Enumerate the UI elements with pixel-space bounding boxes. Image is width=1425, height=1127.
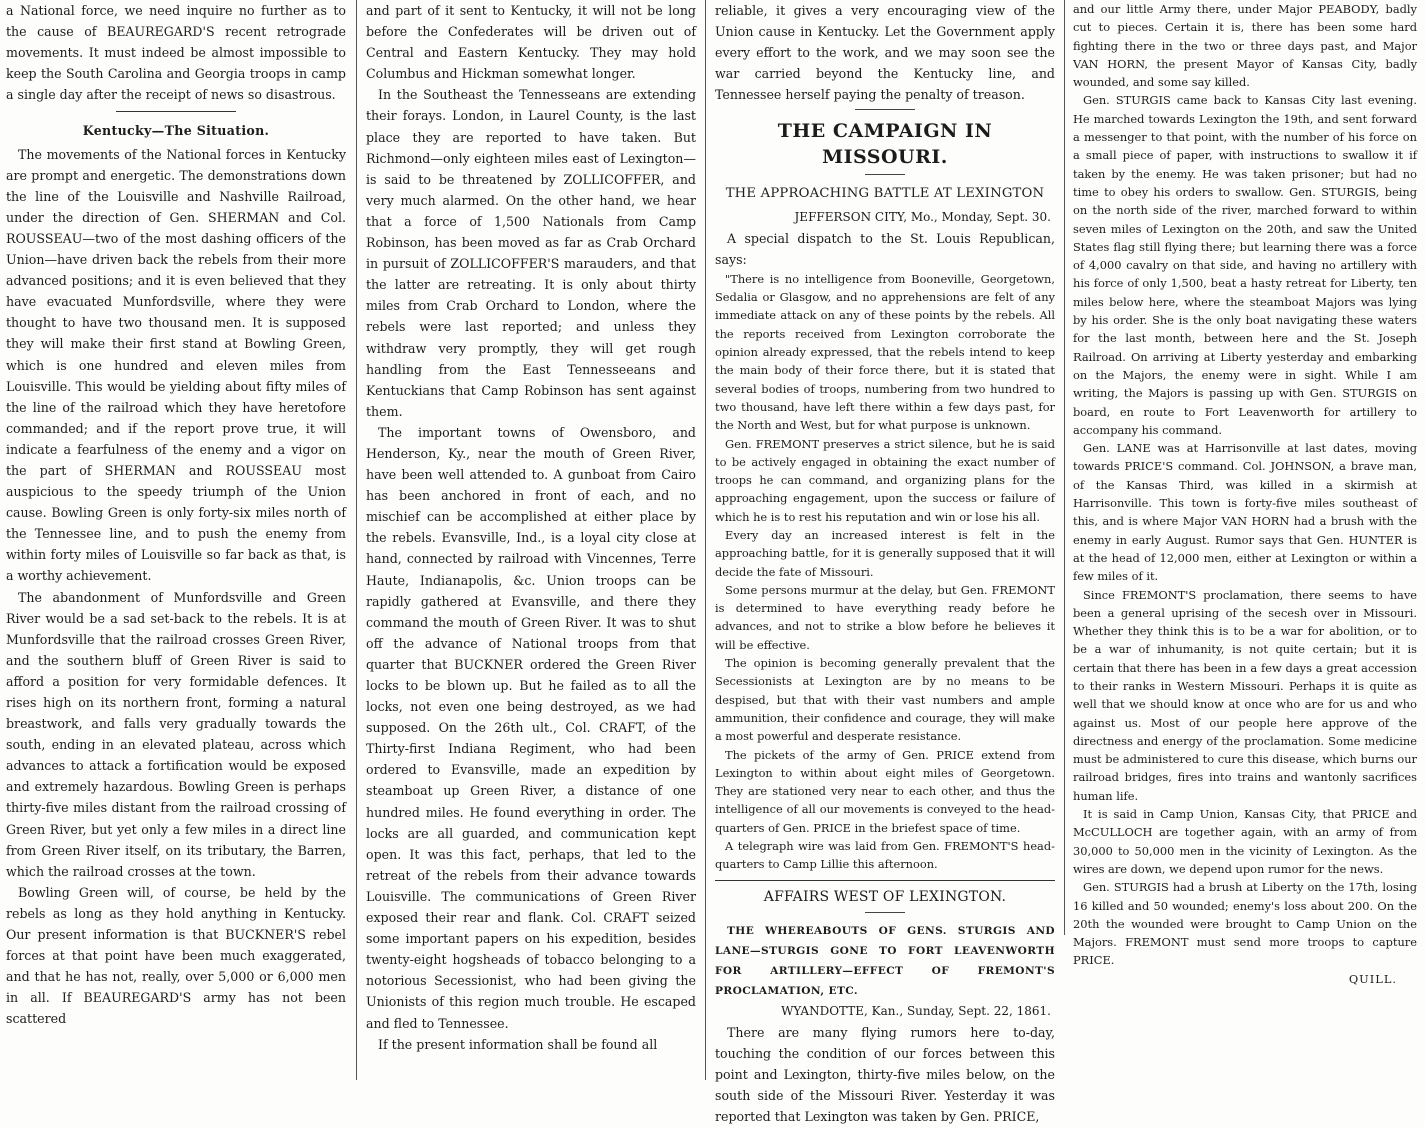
- col2-paragraph-3: If the present information shall be found all: [378, 1036, 658, 1052]
- column-4: [1073, 0, 1417, 986]
- col4-paragraph-1: Gen. STURGIS came back to Kansas City last evening. He marched towards Lexington the 19th, and sent forward a messenger to that point, with the number of his force on a small piece of paper, with instructions to swallow it if taken by the enemy. He was taken prisoner; but had no time to obey his orders to swallow. Gen. STURGIS, being on the north side of the river, marched forward to within seven miles of Lexington on the 20th, and saw the United States flag still flying there; but learning there was a force of 4,000 cavalry on that side, and having no artillery with his force of only 1,500, beat a hasty retreat for Liberty, ten miles below here, where the steamboat Majors was lying by his order. She is the only boat navigating these waters for the last month, between here and the St. Joseph Railroad. On arriving at Liberty yesterday and embarking on the Majors, the enemy were in sight. While I am writing, the Majors is passing up with Gen. STURGIS on board, en route to Fort Leavenworth for artillery to accompany his command.: [1073, 93, 1417, 437]
- col3-quote-6: The pickets of the army of Gen. PRICE extend from Lexington to within about eight miles of Georgetown. They are stationed very near to each other, and thus the intelligence of all our movements is conveyed to the head-quarters of Gen. PRICE in the briefest space of time.: [715, 747, 1055, 835]
- column-rule-1: [356, 0, 357, 1080]
- col1-heading: Kentucky—The Situation.: [82, 123, 270, 139]
- col4-paragraph-2: Gen. LANE was at Harrisonville at last dates, moving towards PRICE'S command. Col. JOHNSON, a brave man, of the Kansas Third, was killed in a skirmish at Harrisonville. This town is forty-five miles southeast of this, and is where Major VAN HORN had a brush with the enemy in early August. Rumor says that Gen. HUNTER is at the head of 12,000 men, either at Lexington or within a few miles of it.: [1073, 441, 1417, 584]
- col3-dispatch: [715, 270, 1055, 874]
- col3-caps-subhead: THE WHEREABOUTS OF GENS. STURGIS AND LANE—STURGIS GONE TO FORT LEAVENWORTH FOR ARTILLERY—EFFECT OF FREMONT'S PROCLAMATION, ETC.: [715, 924, 1055, 997]
- col3-dateline: JEFFERSON CITY, Mo., Monday, Sept. 30.: [794, 209, 1051, 224]
- col3-quote-4: Some persons murmur at the delay, but Gen. FREMONT is determined to have everything ready before he advances, and not to strike a blow before he believes it will be effective.: [715, 582, 1055, 652]
- column-1: [6, 0, 346, 1080]
- column-rule-3: [1064, 0, 1065, 935]
- col1-paragraph-0: a National force, we need inquire no further as to the cause of BEAUREGARD'S recent retrograde movements. It must indeed be almost impossible to keep the South Carolina and Georgia troops in camp a single day after the receipt of news so disastrous.: [6, 3, 346, 103]
- col3-quote-5: The opinion is becoming generally prevalent that the Secessionists at Lexington are by no means to be despised, but that with their vast numbers and ample ammunition, their confidence and courage, they will make a most powerful and desperate resistance.: [715, 656, 1055, 744]
- column-rule-2: [705, 0, 706, 1080]
- col3-paragraph-last: There are many flying rumors here to-day, touching the condition of our forces between this point and Lexington, thirty-five miles below, on the south side of the Missouri River. Yesterday it was reported that Lexington was taken by Gen. PRICE,: [715, 1024, 1055, 1125]
- col4-paragraph-4: It is said in Camp Union, Kansas City, that PRICE and McCULLOCH are together again, with an army of from 30,000 to 50,000 men in the vicinity of Lexington. As the wires are down, we depend upon rumor for the news.: [1073, 807, 1417, 876]
- col1-rule: [116, 111, 236, 112]
- col3-rule-head2: [865, 912, 905, 913]
- col4-paragraph-3: Since FREMONT'S proclamation, there seems to have been a general uprising of the secesh over in Missouri. Whether they think this is to be a war for abolition, or to be a war of inhumanity, is not quite certain; but it is certain that there has been in a few days a great accession to their ranks in Western Missouri. Perhaps it is quite as well that we should know at once who are for us and who against us. Most of our people here approve of the directness and energy of the proclamation. Some medicine must be administered to cure this disease, which burns our railroad bridges, fires into trains and wantonly sacrifices human life.: [1073, 587, 1417, 803]
- col1-paragraph-1: The movements of the National forces in Kentucky are prompt and energetic. The demonstrations down the line of the Louisville and Nashville Railroad, under the direction of Gen. SHERMAN and Col. ROUSSEAU—two of the most dashing officers of the Union—have driven back the rebels from their more advanced positions; and it is even believed that they have evacuated Munfordsville, where they were thought to have two thousand men. It is supposed they will make their first stand at Bowling Green, which is one hundred and eleven miles from Louisville. This would be yielding about fifty miles of the line of the railroad which they have heretofore commanded; and if the report prove true, it will indicate a fearfulness of the enemy and a vigor on the part of SHERMAN and ROUSSEAU most auspicious to the speedy triumph of the Union cause. Bowling Green is only forty-six miles north of the Tennessee line, and to push the enemy from within forty miles of Louisville so far back as that, is a worthy achievement.: [6, 146, 346, 584]
- col2-paragraph-0: and part of it sent to Kentucky, it will not be long before the Confederates will be driven out of Central and Eastern Kentucky. They may hold Columbus and Hickman somewhat longer.: [366, 3, 696, 82]
- col3-rule-mid: [715, 880, 1055, 881]
- column-3: [715, 0, 1055, 1125]
- col3-dateline-2: WYANDOTTE, Kan., Sunday, Sept. 22, 1861.: [781, 1003, 1051, 1018]
- col4-paragraph-0: and our little Army there, under Major PEABODY, badly cut to pieces. Certain it is, there has been some hard fighting there in the two or three days past, and Major VAN HORN, the present Mayor of Kansas City, badly wounded, and some say killed.: [1073, 2, 1417, 90]
- col4-signature: QUILL.: [1348, 971, 1397, 986]
- col4-paragraph-5: Gen. STURGIS had a brush at Liberty on the 17th, losing 16 killed and 50 wounded; enemy's loss about 200. On the 20th the wounded were brought to Camp Union on the Majors. FREMONT must send more troops to capture PRICE.: [1073, 880, 1417, 968]
- col2-paragraph-1: In the Southeast the Tennesseans are extending their forays. London, in Laurel County, is the last place they are reported to have taken. But Richmond—only eighteen miles east of Lexington—is said to be threatened by ZOLLICOFFER, and very much alarmed. On the other hand, we hear that a force of 1,500 Nationals from Camp Robinson, has been moved as far as Crab Orchard in pursuit of ZOLLICOFFER'S marauders, and that the latter are retreating. It is only about thirty miles from Crab Orchard to London, where the rebels were last reported; and unless they withdraw very promptly, they will get rough handling from the East Tennesseeans and Kentuckians that Camp Robinson has sent against them.: [366, 87, 696, 419]
- col1-paragraph-3: Bowling Green will, of course, be held by the rebels as long as they hold anything in Kentucky. Our present information is that BUCKNER'S rebel forces at that point have been much exaggerated, and that he has not, really, over 5,000 or 6,000 men in all. If BEAUREGARD'S army has not been scattered: [6, 884, 346, 1027]
- col3-quote-2: Gen. FREMONT preserves a strict silence, but he is said to be actively engaged in obtaining the exact number of troops he can command, and organizing plans for the approaching engagement, upon the success or failure of which he is to rest his reputation and win or lose his all.: [715, 436, 1055, 524]
- col3-intro: A special dispatch to the St. Louis Republican, says:: [715, 230, 1055, 267]
- col3-quote-7: A telegraph wire was laid from Gen. FREMONT'S head-quarters to Camp Lillie this afternoon.: [715, 839, 1055, 872]
- col1-paragraph-2: The abandonment of Munfordsville and Green River would be a sad set-back to the rebels. It is at Munfordsville that the railroad crosses Green River, and the southern bluff of Green River is said to afford a position for very formidable defences. It rises high on its northern front, forming a natural breastwork, and falls very gradually towards the south, ending in an elevated plateau, across which advances to attack a fortification would be exposed and extremely hazardous. Bowling Green is perhaps thirty-five miles distant from the railroad crossing of Green River, but yet only a few miles in a direct line from Green River itself, on its tributary, the Barren, which the railroad crosses at the town.: [6, 589, 346, 879]
- col3-quote-3: Every day an increased interest is felt in the approaching battle, for it is generally supposed that it will decide the fate of Missouri.: [715, 528, 1055, 579]
- column-2: [366, 0, 696, 1080]
- col3-subhead: THE APPROACHING BATTLE AT LEXINGTON: [725, 186, 1045, 202]
- col3-head2: AFFAIRS WEST OF LEXINGTON.: [763, 888, 1007, 905]
- col2-paragraph-2: The important towns of Owensboro, and Henderson, Ky., near the mouth of Green River, have been well attended to. A gunboat from Cairo has been anchored in front of each, and no mischief can be accomplished at either place by the rebels. Evansville, Ind., is a loyal city close at hand, connected by railroad with Vincennes, Terre Haute, Indianapolis, &c. Union troops can be rapidly gathered at Evansville, and there they command the mouth of Green River. It was to shut off the advance of National troops from that quarter that BUCKNER ordered the Green River locks to be blown up. But he failed as to all the locks, not even one being destroyed, as we had supposed. On the 26th ult., Col. CRAFT, of the Thirty-first Indiana Regiment, who had been ordered to Evansville, made an expedition by steamboat up Green River, a distance of one hundred miles. He found everything in order. The locks are all guarded, and communication kept open. It was this fact, perhaps, that led to the retreat of the rebels from their advance towards Louisville. The communications of Green River exposed their rear and flank. Col. CRAFT seized some important papers on his expedition, besides twenty-eight hogsheads of tobacco belonging to a notorious Secessionist, who had been giving the Unionists of this region much trouble. He escaped and fled to Tennessee.: [366, 424, 696, 1031]
- col3-paragraph-0: reliable, it gives a very encouraging view of the Union cause in Kentucky. Let the Government apply every effort to the work, and we may soon see the war carried beyond the Kentucky line, and Tennessee herself paying the penalty of treason.: [715, 3, 1055, 103]
- col3-rule-top: [855, 109, 915, 110]
- col3-headline: THE CAMPAIGN IN MISSOURI.: [777, 120, 993, 169]
- col3-rule-headline: [865, 174, 905, 175]
- col3-quote-1: "There is no intelligence from Booneville, Georgetown, Sedalia or Glasgow, and no apprehensions are felt of any immediate attack on any of these points by the rebels. All the reports received from Lexington corroborate the opinion already expressed, that the rebels intend to keep the main body of their force there, but it is stated that several bodies of troops, numbering from two hundred to two thousand, have left there within a few days past, for the North and West, but for what purpose is unknown.: [715, 271, 1055, 433]
